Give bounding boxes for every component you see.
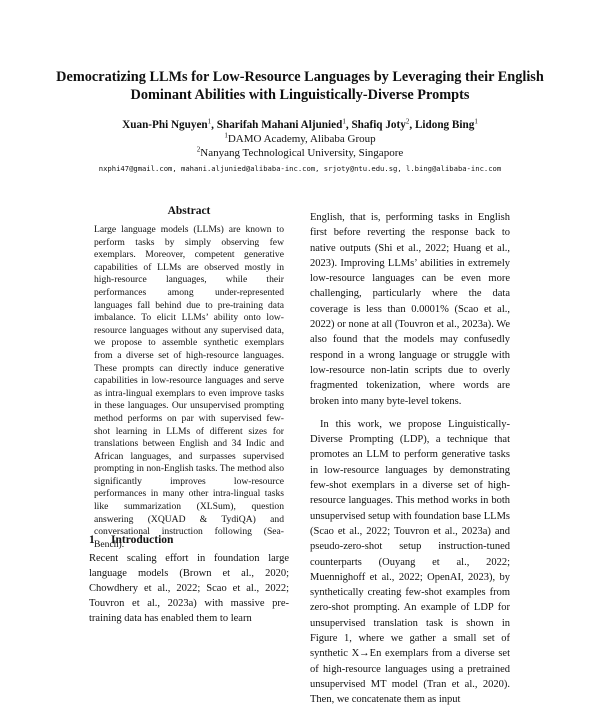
affiliation-line: [40, 146, 560, 160]
author-name: Lidong Bing: [414, 119, 475, 131]
author-name: Xuan-Phi Nguyen: [122, 119, 208, 131]
abstract-heading: Abstract: [167, 205, 211, 217]
author-emails: nxphi47@gmail.com, mahani.aljunied@alibaba-inc.com, srjoty@ntu.edu.sg, l.bing@alibaba-inc.com: [98, 164, 502, 173]
affiliation-name: Nanyang Technological University, Singapore: [200, 147, 404, 159]
left-column: [89, 204, 289, 551]
section-heading-introduction: [89, 533, 289, 547]
affiliation-name: DAMO Academy, Alibaba Group: [227, 133, 376, 145]
affiliation-number: 1: [224, 131, 228, 140]
right-column: [310, 210, 510, 708]
affiliation-number: 2: [196, 145, 201, 154]
author-name: Sharifah Mahani Aljunied: [216, 119, 343, 131]
body-paragraph: English, that is, performing tasks in English first before reverting the response back to native outputs (Shi et al., 2022; Huang et al., 2023). Improving LLMs’ abilities in extremely low-resource languages can be even more challenging, particularly where the data coverage is less than 0.0001% (Scao et al., 2022) or none at all (Touvron et al., 2023a). We also found that the models may confusedly respond in a wrong language or struggle with low-resource non-latin scripts due to overly fragmented tokenization, where words are broken into many byte-level tokens.: [310, 212, 511, 407]
author-name: Shafiq Joty: [351, 119, 406, 131]
section-title: Introduction: [111, 534, 174, 546]
author-affiliation-mark: 1: [207, 117, 212, 126]
body-paragraph: In this work, we propose Linguistically-Diverse Prompting (LDP), a technique that promotes an LLM to perform generative tasks in low-resource languages by demonstrating few-shot exemplars in a diverse set of high-resource languages. This method works in both unsupervised setup with foundation base LLMs (Scao et al., 2022; Touvron et al., 2023a) and pseudo-zero-shot setup instruction-tuned counterparts (Ouyang et al., 2022; Muennighoff et al., 2022; OpenAI, 2023), by synthetically creating few-shot examples from zero-shot prompting. An example of LDP for unsupervised translation task is shown in Figure 1, where we gather a small set of synthetic X→En exemplars from a diverse set of high-resource languages using a pretrained unsupervised MT model (Tran et al., 2020). Then, we concatenate them as input: [310, 418, 510, 706]
introduction-text: Recent scaling effort in foundation large language models (Brown et al., 2020; Chowdhery et al., 2022; Scao et al., 2022; Touvron et al., 2023a) with massive pre-training data has enabled them to learn: [89, 553, 289, 624]
section-number: 1: [89, 534, 95, 546]
author-affiliation-mark: 1: [342, 117, 346, 126]
affiliation-line: [40, 132, 560, 146]
author-affiliation-mark: 1: [474, 117, 478, 126]
author-list: Xuan-Phi Nguyen$^1$, Sharifah Mahani Aljunied$^1$, Shafiq Joty$^2$, Lidong Bing$^1$: [122, 117, 478, 131]
abstract-text: Large language models (LLMs) are known to perform tasks by simply observing few exemplars. Moreover, competent generative capabilities of LLMs are observed mostly in high-resource languages, while their performances among under-represented languages fall behind due to pre-training data imbalance. To elicit LLMs’ ability onto low-resource languages without any supervised data, we propose to assemble synthetic exemplars from a diverse set of high-resource languages. These prompts can directly induce generative capabilities in low-resource languages and serve as intra-lingual exemplars to even improve tasks in these languages. Our unsupervised prompting method performs on par with supervised few-shot learning in LLMs of different sizes for translations between English and 34 Indic and African languages, and surpasses supervised prompting in non-English tasks. The method also significantly improves low-resource performances in many other intra-lingual tasks like summarization (XLSum), question answering (XQUAD & TydiQA) and conversational instruction following (Sea-Bench).: [94, 224, 284, 550]
author-affiliation-mark: 2: [405, 117, 410, 126]
paper-title: Democratizing LLMs for Low-Resource Languages by Leveraging their English Dominant Abilities with Linguistically-Diverse Prompts: [56, 69, 544, 103]
